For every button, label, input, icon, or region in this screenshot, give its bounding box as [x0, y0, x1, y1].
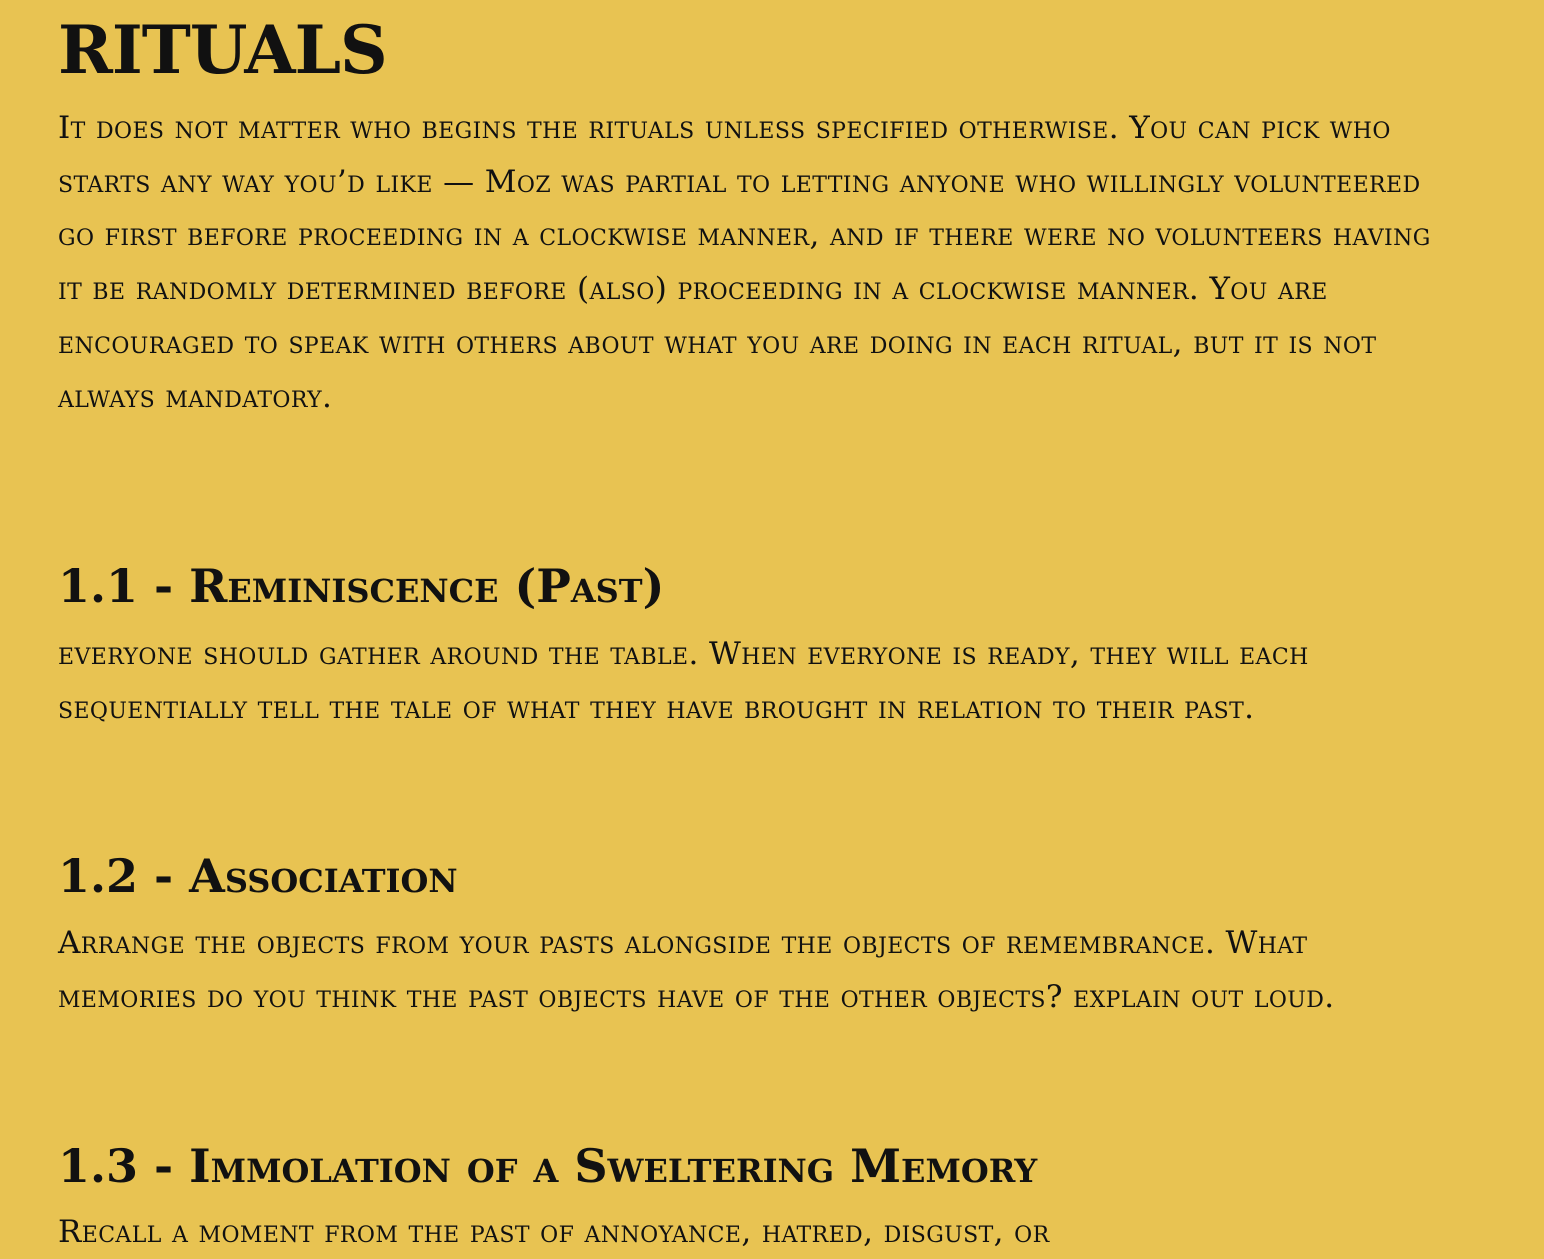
intro-paragraph: It does not matter who begins the rituals unless specified otherwise. You can pick who starts any way you’d like — Moz was partial to letting anyone who willingly volunteered go first before proceeding in a clockwise manner, and if there were no volunteers having it be randomly determined before (also) proceeding in a clockwise manner. You are encouraged to speak with others about what you are doing in each ritual, but it is not always mandatory.	[58, 110, 1431, 415]
section-body-immolation: Recall a moment from the past of annoyance, hatred, disgust, or	[58, 1214, 1050, 1250]
section-heading-association: 1.2 - Association	[58, 849, 458, 903]
section-body-reminiscence: everyone should gather around the table. When everyone is ready, they will each sequentially tell the tale of what they have brought in relation to their past.	[58, 636, 1309, 726]
section-body-association: Arrange the objects from your pasts alongside the objects of remembrance. What memories do you think the past objects have of the other objects? explain out loud.	[58, 925, 1335, 1015]
section-heading-immolation: 1.3 - Immolation of a Sweltering Memory	[58, 1139, 1038, 1193]
section-heading-reminiscence: 1.1 - Reminiscence (Past)	[58, 559, 665, 613]
page-title: RITUALS	[58, 11, 387, 89]
